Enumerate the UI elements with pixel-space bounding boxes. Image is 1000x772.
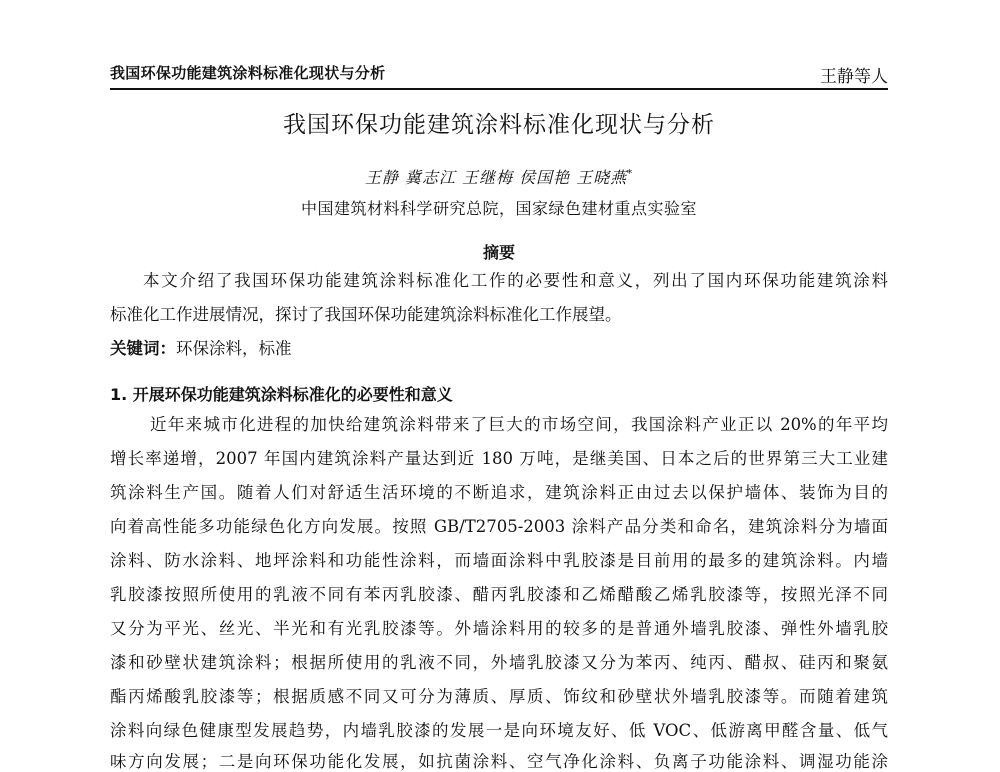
body-line: 涂料向绿色健康型发展趋势，内墙乳胶漆的发展一是向环境友好、低 VOC、低游离甲醛含量、低气: [110, 721, 888, 740]
body-line: 向着高性能多功能绿色化方向发展。按照 GB/T2705-2003 涂料产品分类和命名，建筑涂料分为墙面: [110, 517, 888, 536]
affiliation: 中国建筑材料科学研究总院，国家绿色建材重点实验室: [300, 199, 697, 218]
body-line: 又分为平光、丝光、半光和有光乳胶漆等。外墙涂料用的较多的是普通外墙乳胶漆、弹性外墙乳胶: [110, 619, 888, 638]
corresponding-author-mark: *: [627, 168, 634, 180]
section-heading: 1. 开展环保功能建筑涂料标准化的必要性和意义: [110, 385, 453, 404]
body-line: 筑涂料生产国。随着人们对舒适生活环境的不断追求，建筑涂料正由过去以保护墙体、装饰为目的: [110, 483, 888, 502]
body-line: 近年来城市化进程的加快给建筑涂料带来了巨大的市场空间，我国涂料产业正以 20%的年平均: [150, 415, 888, 434]
running-head: [110, 60, 888, 90]
body-line: 味方向发展；二是向环保功能化发展，如抗菌涂料、空气净化涂料、负离子功能涂料、调湿功能涂: [110, 752, 888, 771]
abstract-heading: 摘要: [482, 243, 515, 262]
body-line: 酯丙烯酸乳胶漆等；根据质感不同又可分为薄质、厚质、饰纹和砂壁状外墙乳胶漆等。而随着建筑: [110, 687, 888, 706]
body-line: 增长率递增，2007 年国内建筑涂料产量达到近 180 万吨，是继美国、日本之后的世界第三大工业建: [110, 449, 888, 468]
abstract-line: 本文介绍了我国环保功能建筑涂料标准化工作的必要性和意义，列出了国内环保功能建筑涂料: [143, 271, 888, 290]
author-names: 王静 冀志江 王继梅 侯国艳 王晓燕: [364, 168, 628, 187]
keywords-label: 关键词：: [110, 339, 176, 358]
abstract-line: 标准化工作进展情况，探讨了我国环保功能建筑涂料标准化工作展望。: [110, 305, 622, 324]
running-head-authors: 王静等人: [820, 67, 888, 87]
keywords: [110, 339, 292, 359]
body-line: 涂料、防水涂料、地坪涂料和功能性涂料，而墙面涂料中乳胶漆是目前用的最多的建筑涂料。内墙: [110, 551, 888, 570]
author-list: [110, 165, 888, 188]
body-line: 漆和砂壁状建筑涂料；根据所使用的乳液不同，外墙乳胶漆又分为苯丙、纯丙、醋叔、硅丙和聚氨: [110, 653, 888, 672]
paper-title: 我国环保功能建筑涂料标准化现状与分析: [283, 112, 715, 138]
running-head-title: 我国环保功能建筑涂料标准化现状与分析: [110, 64, 386, 82]
keywords-text: 环保涂料，标准: [176, 339, 292, 358]
body-line: 乳胶漆按照所使用的乳液不同有苯丙乳胶漆、醋丙乳胶漆和乙烯醋酸乙烯乳胶漆等，按照光泽不同: [110, 585, 888, 604]
